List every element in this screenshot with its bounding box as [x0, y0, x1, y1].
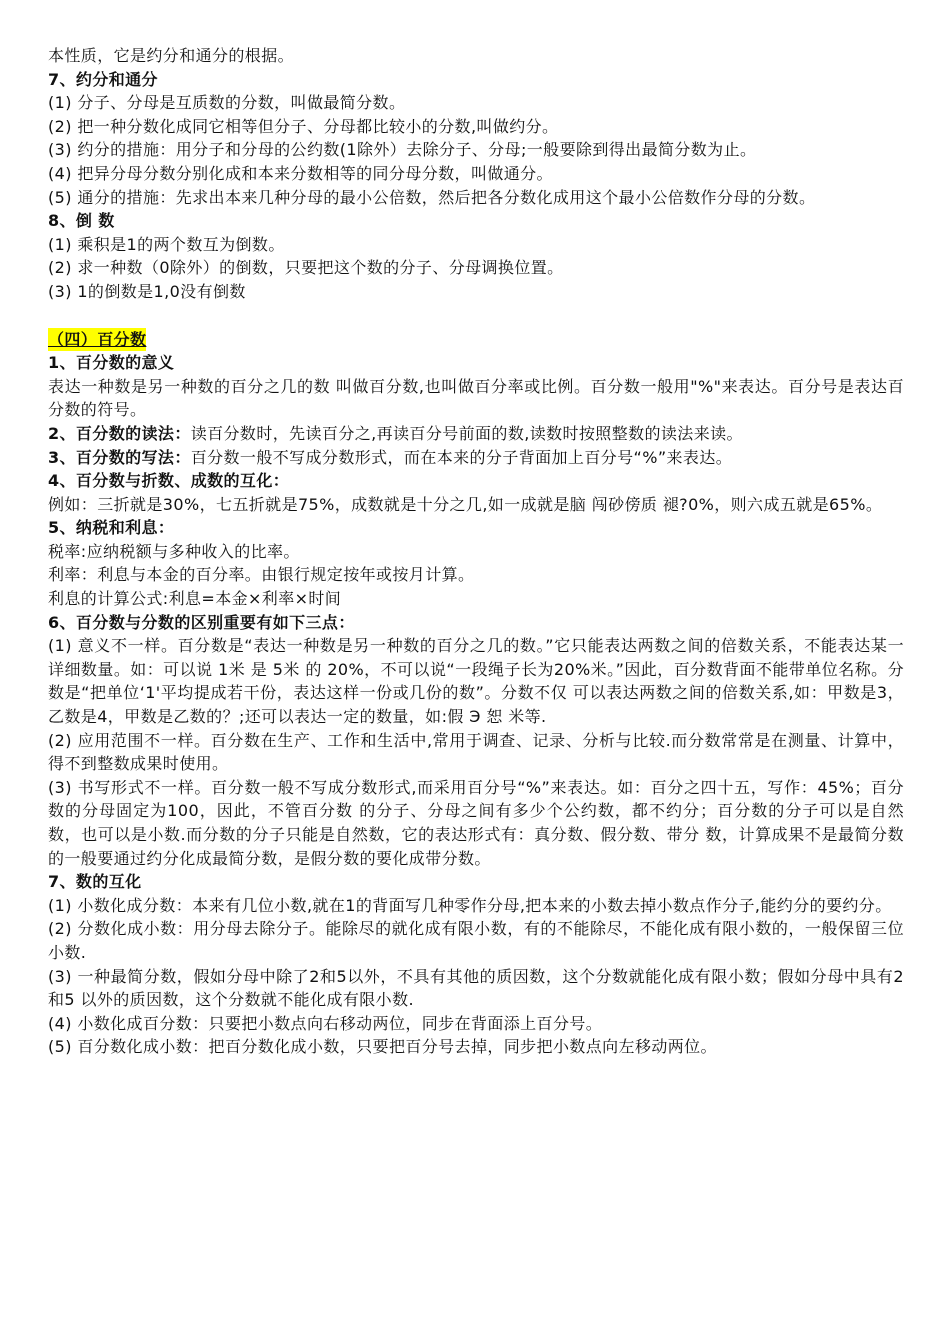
paragraph: 利息的计算公式:利息=本金×利率×时间 — [48, 589, 342, 609]
paragraph: (1) 分子、分母是互质数的分数，叫做最简分数。 — [48, 93, 406, 113]
paragraph: 表达一种数是另一种数的百分之几的数 叫做百分数,也叫做百分率或比例。百分数一般用"%"来表达。百分号是表达百分数的符号。 — [48, 376, 904, 420]
paragraph: (1) 乘积是1的两个数互为倒数。 — [48, 234, 285, 254]
paragraph: (2) 分数化成小数：用分母去除分子。能除尽的就化成有限小数，有的不能除尽，不能化成有限小数的，一般保留三位小数. — [48, 919, 904, 962]
inline-text: 读百分数时，先读百分之,再读百分号前面的数,读数时按照整数的读法来读。 — [190, 423, 743, 443]
paragraph-reading — [48, 422, 904, 446]
heading-6-differences: 6、百分数与分数的区别重要有如下三点： — [48, 612, 355, 632]
heading-7-reduce-common: 7、约分和通分 — [48, 69, 158, 89]
heading-8-reciprocal: 8、倒 数 — [48, 211, 115, 231]
paragraph: (3) 一种最简分数，假如分母中除了2和5以外，不具有其他的质因数，这个分数就能化成有限小数；假如分母中具有2和5 以外的质因数，这个分数就不能化成有限小数. — [48, 966, 904, 1010]
inline-text: 百分数一般不写成分数形式，而在本来的分子背面加上百分号“%”来表达。 — [190, 447, 733, 467]
paragraph: (5) 百分数化成小数：把百分数化成小数，只要把百分号去掉，同步把小数点向左移动两位。 — [48, 1037, 717, 1057]
paragraph: (5) 通分的措施：先求出本来几种分母的最小公倍数，然后把各分数化成用这个最小公倍数作分母的分数。 — [48, 187, 816, 207]
paragraph: 利率：利息与本金的百分率。由银行规定按年或按月计算。 — [48, 565, 475, 585]
heading-5-tax-interest: 5、纳税和利息： — [48, 518, 175, 538]
paragraph: (3) 书写形式不一样。百分数一般不写成分数形式,而采用百分号“%”来表达。如：百分之四十五，写作：45%；百分数的分母固定为100，因此，不管百分数 的分子、分母之间有多少个公约数，都不约分；百分数的分子可以是自然数，也可以是小数.而分数的分子只能是自然数，它的表达形式有：真分数、假分数、带分 数，计算成果不是最简分数的一般要通过约分化成最简分数，是假分数的要化成带分数。 — [48, 777, 904, 868]
paragraph: 例如：三折就是30%，七五折就是75%，成数就是十分之几,如一成就是脑 闯砂傍质 褪?0%，则六成五就是65%。 — [48, 494, 883, 514]
paragraph: (1) 小数化成分数：本来有几位小数,就在1的背面写几种零作分母,把本来的小数去掉小数点作分子,能约分的要约分。 — [48, 895, 892, 915]
paragraph: (2) 应用范围不一样。百分数在生产、工作和生活中,常用于调查、记录、分析与比较.而分数常常是在测量、计算中，得不到整数成果时使用。 — [48, 730, 904, 774]
paragraph: (2) 把一种分数化成同它相等但分子、分母都比较小的分数,叫做约分。 — [48, 116, 559, 136]
document-page — [48, 44, 904, 1059]
paragraph: (2) 求一种数（0除外）的倒数，只要把这个数的分子、分母调换位置。 — [48, 258, 564, 278]
section-title-wrap — [48, 328, 904, 352]
paragraph: (3) 约分的措施：用分子和分母的公约数(1除外）去除分子、分母;一般要除到得出最简分数为止。 — [48, 140, 757, 160]
text-line: 本性质，它是约分和通分的根据。 — [48, 46, 295, 65]
heading-4-conversion: 4、百分数与折数、成数的互化： — [48, 471, 290, 491]
paragraph: 税率:应纳税额与多种收入的比率。 — [48, 541, 300, 561]
inline-heading: 2、百分数的读法： — [48, 423, 191, 443]
paragraph: (3) 1的倒数是1,0没有倒数 — [48, 281, 246, 301]
heading-1-meaning: 1、百分数的意义 — [48, 353, 175, 373]
spacer — [48, 304, 904, 328]
heading-7-number-conversion: 7、数的互化 — [48, 872, 142, 892]
paragraph: (4) 把异分母分数分别化成和本来分数相等的同分母分数，叫做通分。 — [48, 163, 553, 183]
paragraph: (4) 小数化成百分数：只要把小数点向右移动两位，同步在背面添上百分号。 — [48, 1013, 603, 1033]
paragraph-writing — [48, 446, 904, 470]
section-title-percent: （四）百分数 — [48, 328, 146, 352]
paragraph: (1) 意义不一样。百分数是“表达一种数是另一种数的百分之几的数。”它只能表达两数之间的倍数关系，不能表达某一详细数量。如：可以说 1米 是 5米 的 20%，不可以说“一段绳子长为20%米。”因此，百分数背面不能带单位名称。分数是“把单位‘1'平均提成若干份，表达这样一份或几份的数”。分数不仅 可以表达两数之间的倍数关系,如：甲数是3，乙数是4，甲数是乙数的？;还可以表达一定的数量，如:假 Э 恕 米等. — [48, 636, 904, 727]
inline-heading: 3、百分数的写法： — [48, 447, 191, 467]
